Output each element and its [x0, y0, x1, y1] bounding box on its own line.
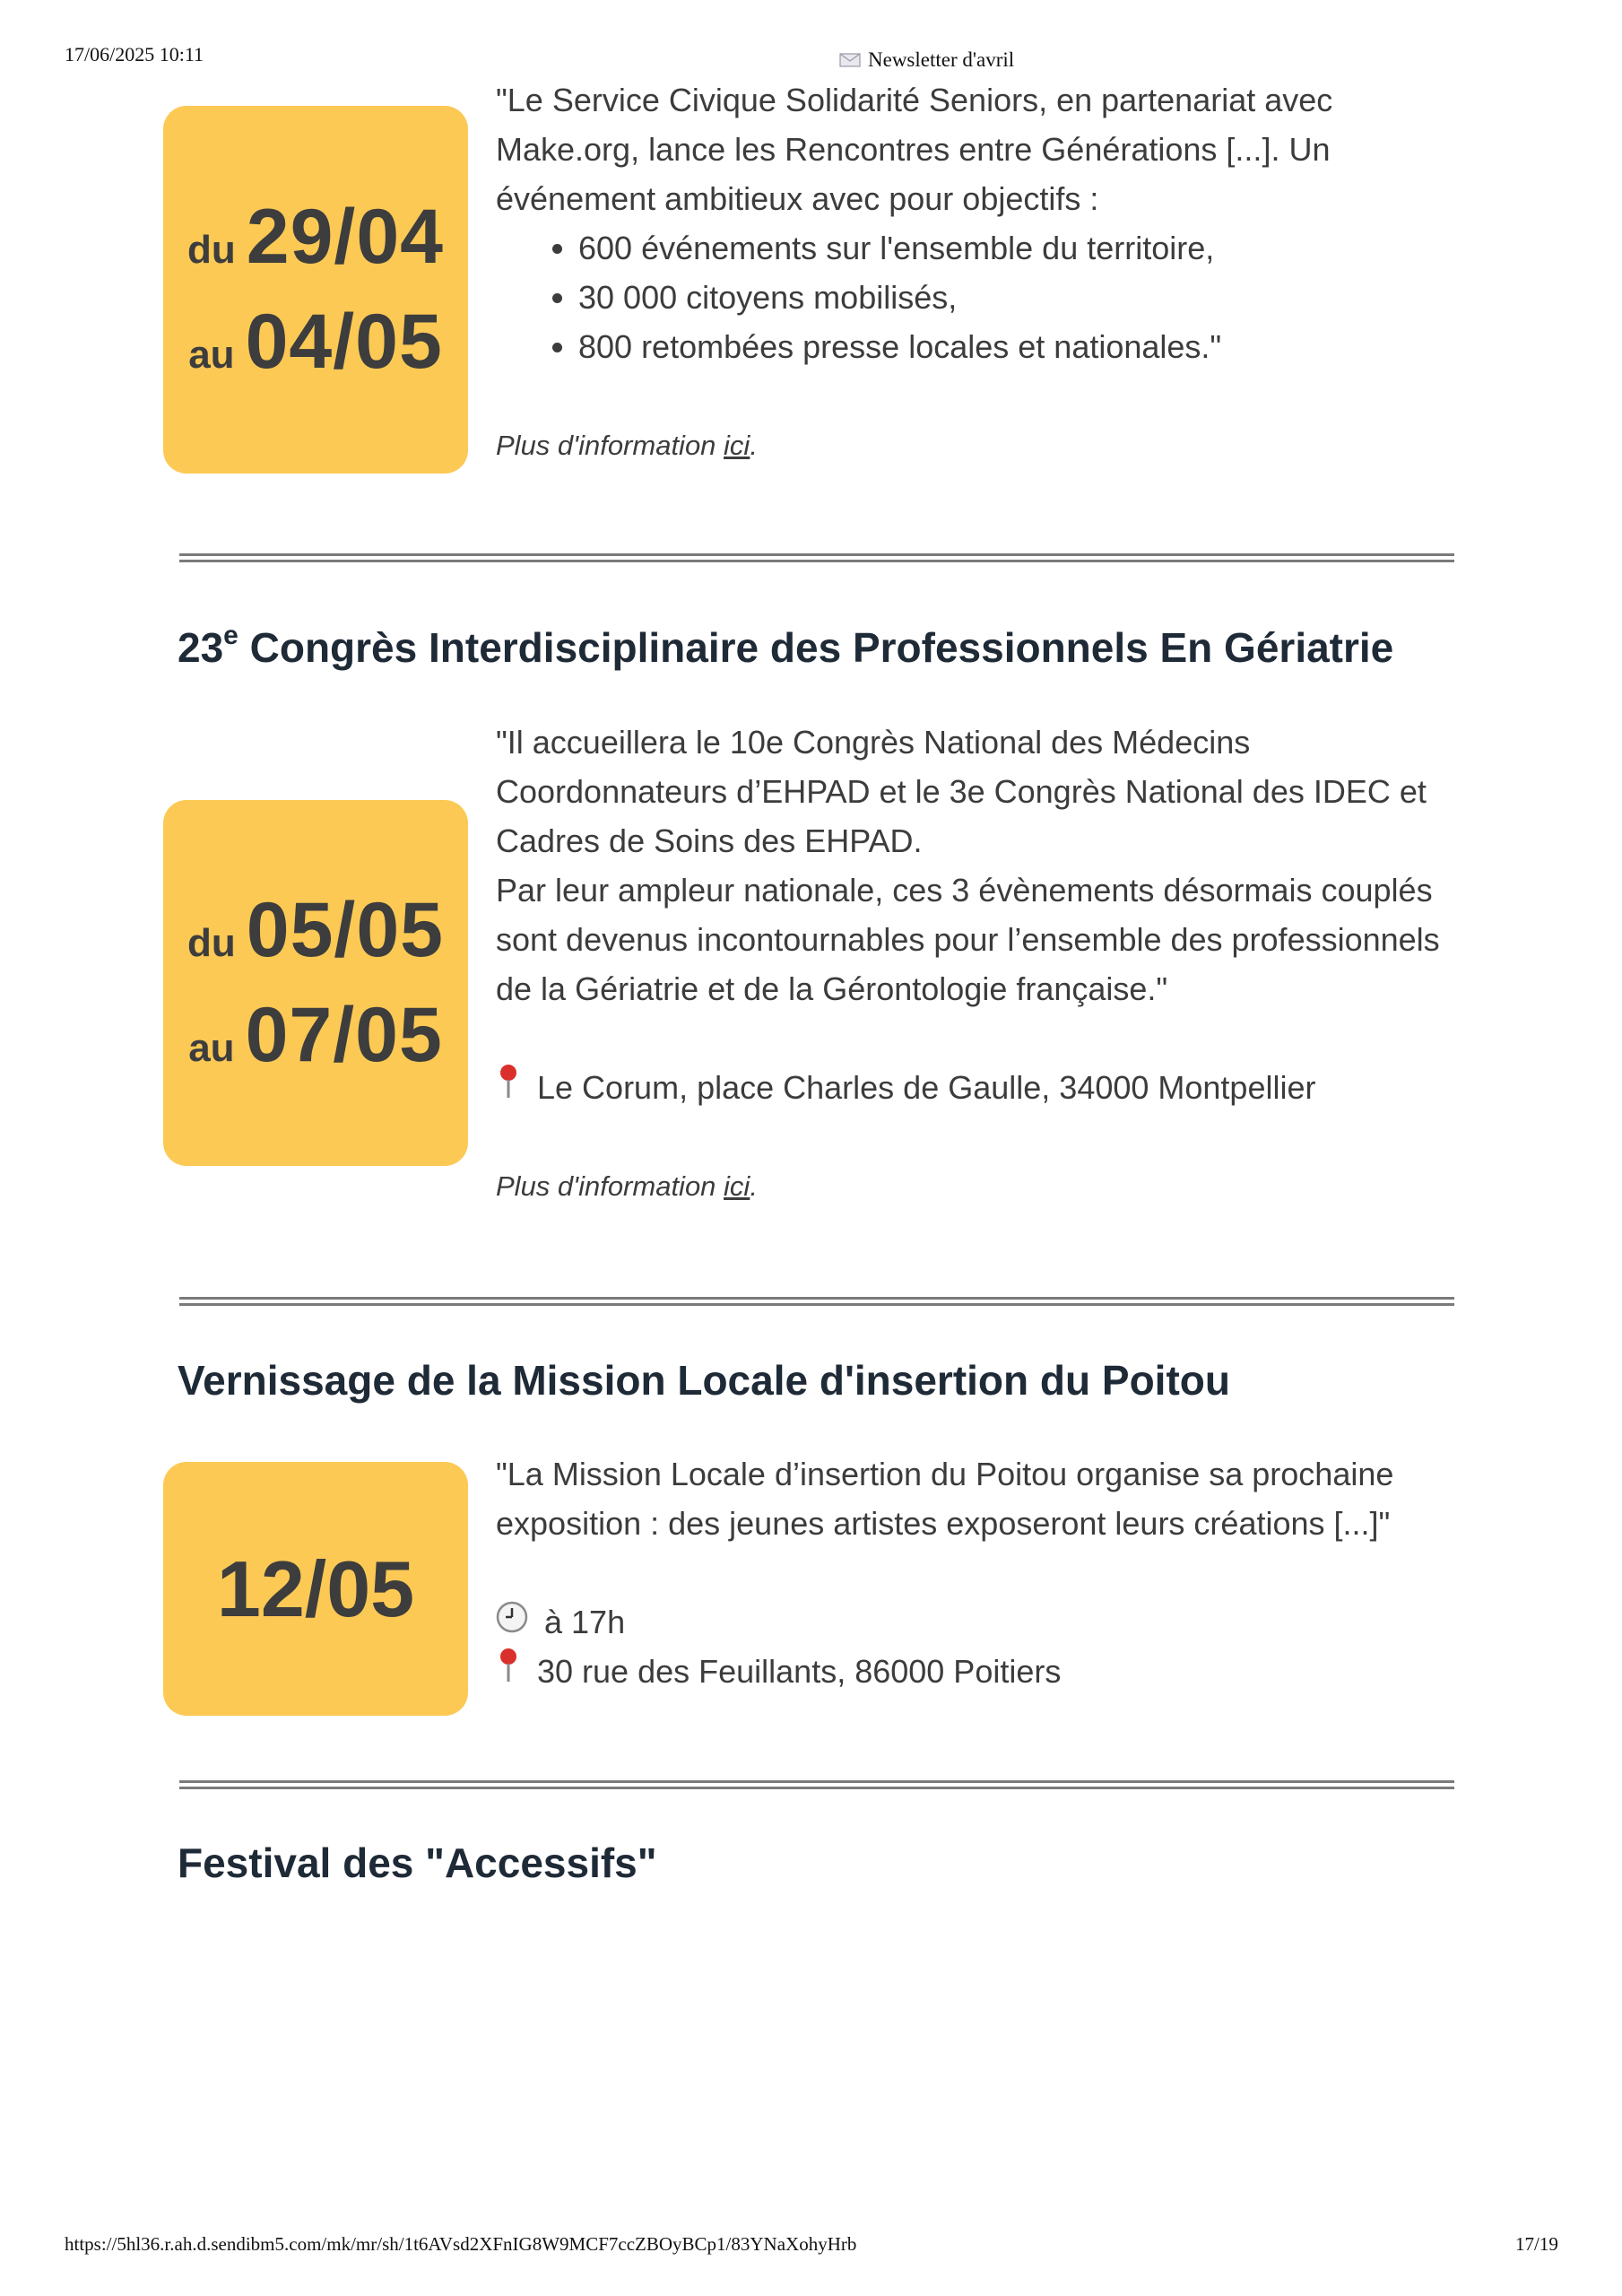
clock-icon [496, 1601, 528, 1633]
newsletter-title: Newsletter d'avril [868, 48, 1015, 71]
date-to-value: 04/05 [245, 299, 443, 385]
section-divider [179, 553, 1454, 562]
event-2-location [496, 1063, 1482, 1112]
date-from-value: 05/05 [246, 887, 444, 973]
envelope-icon [839, 53, 861, 67]
date-from-value: 29/04 [246, 194, 444, 280]
event-2-title-number: 23 [178, 624, 224, 671]
event-3-time-text: à 17h [544, 1604, 626, 1640]
event-2-paragraph-1: "Il accueillera le 10e Congrès National des Médecins Coordonnateurs d’EHPAD et le 3e Congrès National des IDEC et Cadres de Soins des EHPAD. [496, 724, 1427, 859]
event-3-location-text: 30 rue des Feuillants, 86000 Poitiers [537, 1653, 1062, 1690]
event-3-content [496, 1449, 1464, 1696]
date-from-prefix: du [187, 228, 236, 272]
date-to-prefix: au [188, 1026, 235, 1070]
map-pin-icon [496, 1063, 521, 1099]
date-to [188, 991, 443, 1080]
map-pin-icon [496, 1647, 521, 1683]
event-2-title-sup: e [223, 621, 239, 650]
more-info-end: . [750, 430, 758, 461]
date-from [187, 886, 444, 975]
section-divider [179, 1297, 1454, 1306]
date-box-event-1 [163, 106, 468, 474]
event-3-title: Vernissage de la Mission Locale d'insertion du Poitou [178, 1357, 1230, 1404]
date-to [188, 298, 443, 387]
more-info-link[interactable]: ici [724, 430, 750, 461]
list-item: • 800 retombées presse locales et nationales." [578, 322, 1446, 371]
event-3-location [496, 1647, 1464, 1696]
event-1-intro: "Le Service Civique Solidarité Seniors, en partenariat avec Make.org, lance les Rencontres entre Générations [...]. Un événement ambitieux avec pour objectifs : [496, 82, 1333, 217]
print-date: 17/06/2025 10:11 [65, 43, 204, 65]
event-2-title [178, 621, 1393, 672]
event-3-paragraph: "La Mission Locale d’insertion du Poitou organise sa prochaine exposition : des jeunes artistes exposeront leurs créations [...]" [496, 1456, 1394, 1542]
more-info-text: Plus d'information [496, 430, 724, 461]
date-value: 12/05 [216, 1544, 415, 1633]
event-4-title: Festival des "Accessifs" [178, 1839, 657, 1886]
date-from [187, 193, 444, 282]
more-info-link[interactable]: ici [724, 1170, 750, 1202]
date-box-event-3 [163, 1462, 468, 1716]
event-2-paragraph-2: Par leur ampleur nationale, ces 3 évènements désormais couplés sont devenus incontournables pour l’ensemble des professionnels de la Gériatrie et de la Gérontologie française." [496, 872, 1440, 1007]
list-item: • 600 événements sur l'ensemble du territoire, [578, 223, 1446, 273]
print-title [839, 48, 1014, 72]
more-info-end: . [750, 1170, 758, 1202]
date-box-event-2 [163, 800, 468, 1166]
event-2-title-text: Congrès Interdisciplinaire des Professionnels En Gériatrie [238, 624, 1394, 671]
section-divider [179, 1780, 1454, 1789]
more-info [496, 421, 1446, 470]
event-2-content [496, 718, 1482, 1211]
date-to-prefix: au [188, 333, 235, 377]
footer-url: https://5hl36.r.ah.d.sendibm5.com/mk/mr/sh/1t6AVsd2XFnIG8W9MCF7ccZBOyBCp1/83YNaXohyHrb [65, 2233, 857, 2255]
event-2-location-text: Le Corum, place Charles de Gaulle, 34000 Montpellier [537, 1069, 1316, 1106]
list-item: • 30 000 citoyens mobilisés, [578, 273, 1446, 322]
page-number: 17/19 [1515, 2233, 1558, 2255]
event-1-content [496, 75, 1446, 470]
date-from-prefix: du [187, 921, 236, 965]
date-to-value: 07/05 [245, 992, 443, 1078]
more-info-text: Plus d'information [496, 1170, 724, 1202]
event-1-objectives [496, 223, 1446, 371]
event-3-time [496, 1597, 1464, 1647]
more-info [496, 1161, 1482, 1211]
